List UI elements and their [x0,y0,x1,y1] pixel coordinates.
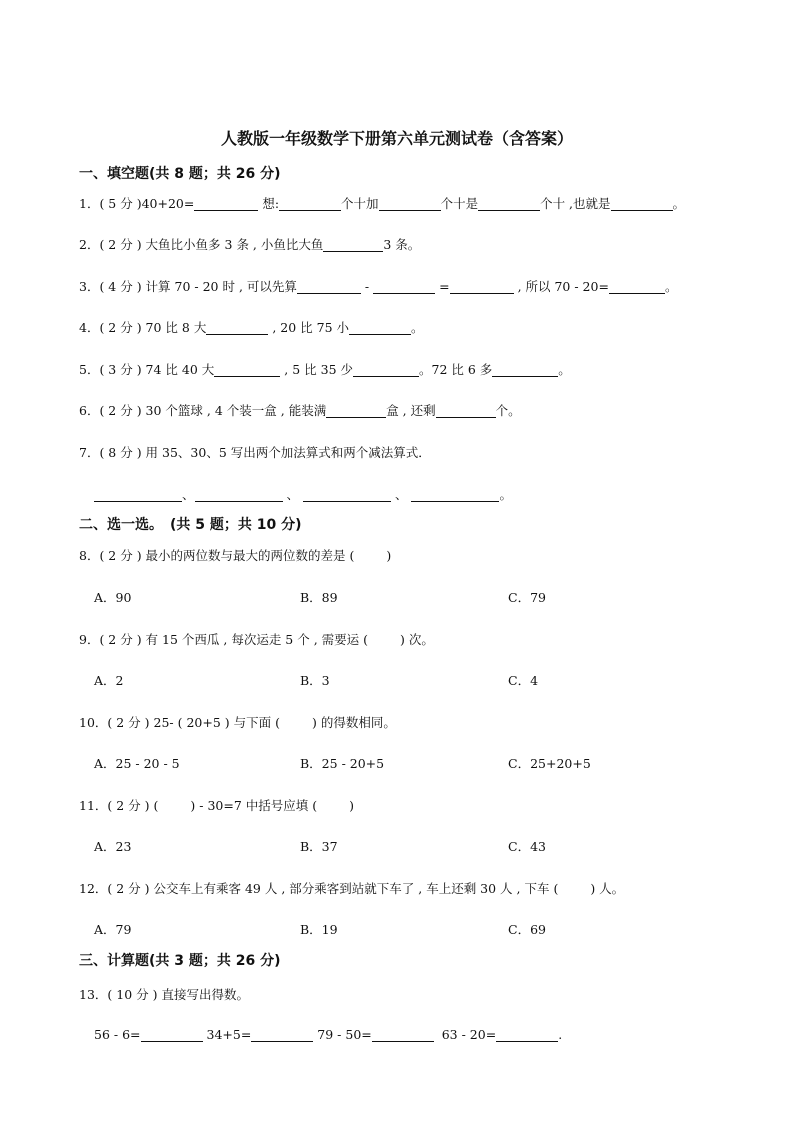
section-heading-calculation: 三、计算题(共 3 题；共 26 分) [79,953,281,969]
answer-blank[interactable] [349,320,411,335]
section-heading-fill-blank: 一、填空题(共 8 题；共 26 分) [79,166,281,182]
answer-blank[interactable] [141,1027,203,1042]
question-13-expressions: 56 - 6= 34+5= 79 - 50= 63 - 20= . [94,1027,563,1042]
answer-blank[interactable] [303,487,391,502]
question-6: 6．( 2 分 ) 30 个篮球 , 4 个装一盒 , 能装满 盒 , 还剩 个。 [79,403,521,418]
question-1: 1．( 5 分 )40+20= 想: 个十加 个十是 个十 ,也就是 。 [79,196,686,211]
question-5: 5．( 3 分 ) 74 比 40 大 , 5 比 35 少 。72 比 6 多 。 [79,362,571,377]
option-b[interactable]: B．37 [300,839,338,854]
answer-blank[interactable] [450,279,514,294]
page-title: 人教版一年级数学下册第六单元测试卷（含答案） [220,129,573,148]
option-a[interactable]: A．23 [94,839,132,854]
answer-blank[interactable] [609,279,665,294]
answer-blank[interactable] [195,487,283,502]
option-b[interactable]: B．89 [300,590,338,605]
option-a[interactable]: A．2 [94,673,124,688]
answer-blank[interactable] [373,279,435,294]
answer-blank[interactable] [194,196,258,211]
question-8: 8．( 2 分 ) 最小的两位数与最大的两位数的差是 ( ) [79,548,392,563]
answer-blank[interactable] [297,279,361,294]
question-12: 12．( 2 分 ) 公交车上有乘客 49 人 , 部分乘客到站就下车了 , 车上还剩 30 人 , 下车 ( ) 人。 [79,881,625,896]
answer-blank[interactable] [496,1027,558,1042]
option-c[interactable]: C．25+20+5 [508,756,591,771]
question-4: 4．( 2 分 ) 70 比 8 大 , 20 比 75 小 。 [79,320,424,335]
question-10: 10．( 2 分 ) 25- ( 20+5 ) 与下面 ( ) 的得数相同。 [79,715,396,730]
option-a[interactable]: A．90 [94,590,132,605]
answer-blank[interactable] [326,403,386,418]
question-9: 9．( 2 分 ) 有 15 个西瓜 , 每次运走 5 个 , 需要运 ( ) 次。 [79,632,434,647]
question-7: 7．( 8 分 ) 用 35、30、5 写出两个加法算式和两个减法算式． [79,445,431,460]
answer-blank[interactable] [478,196,540,211]
answer-blank[interactable] [251,1027,313,1042]
answer-blank[interactable] [206,320,268,335]
question-7-answer-line: 、 、 、 。 [94,485,512,503]
option-c[interactable]: C．43 [508,839,546,854]
answer-blank[interactable] [411,487,499,502]
option-c[interactable]: C．79 [508,590,546,605]
answer-blank[interactable] [214,362,280,377]
option-a[interactable]: A．25 - 20 - 5 [94,756,180,771]
answer-blank[interactable] [353,362,419,377]
answer-blank[interactable] [436,403,496,418]
question-11: 11．( 2 分 ) ( ) - 30=7 中括号应填 ( ) [79,798,354,813]
answer-blank[interactable] [492,362,558,377]
option-a[interactable]: A．79 [94,922,132,937]
answer-blank[interactable] [372,1027,434,1042]
question-13: 13．( 10 分 ) 直接写出得数。 [79,987,249,1002]
option-b[interactable]: B．3 [300,673,330,688]
section-heading-multiple-choice: 二、选一选。 (共 5 题；共 10 分) [79,517,302,533]
question-3: 3．( 4 分 ) 计算 70 - 20 时 , 可以先算 - = , 所以 70 - 20= 。 [79,279,678,294]
answer-blank[interactable] [279,196,341,211]
question-2: 2．( 2 分 ) 大鱼比小鱼多 3 条 , 小鱼比大鱼 3 条。 [79,237,421,252]
answer-blank[interactable] [94,487,182,502]
option-b[interactable]: B．25 - 20+5 [300,756,385,771]
option-b[interactable]: B．19 [300,922,338,937]
answer-blank[interactable] [611,196,673,211]
option-c[interactable]: C．4 [508,673,539,688]
answer-blank[interactable] [379,196,441,211]
option-c[interactable]: C．69 [508,922,546,937]
answer-blank[interactable] [323,237,383,252]
